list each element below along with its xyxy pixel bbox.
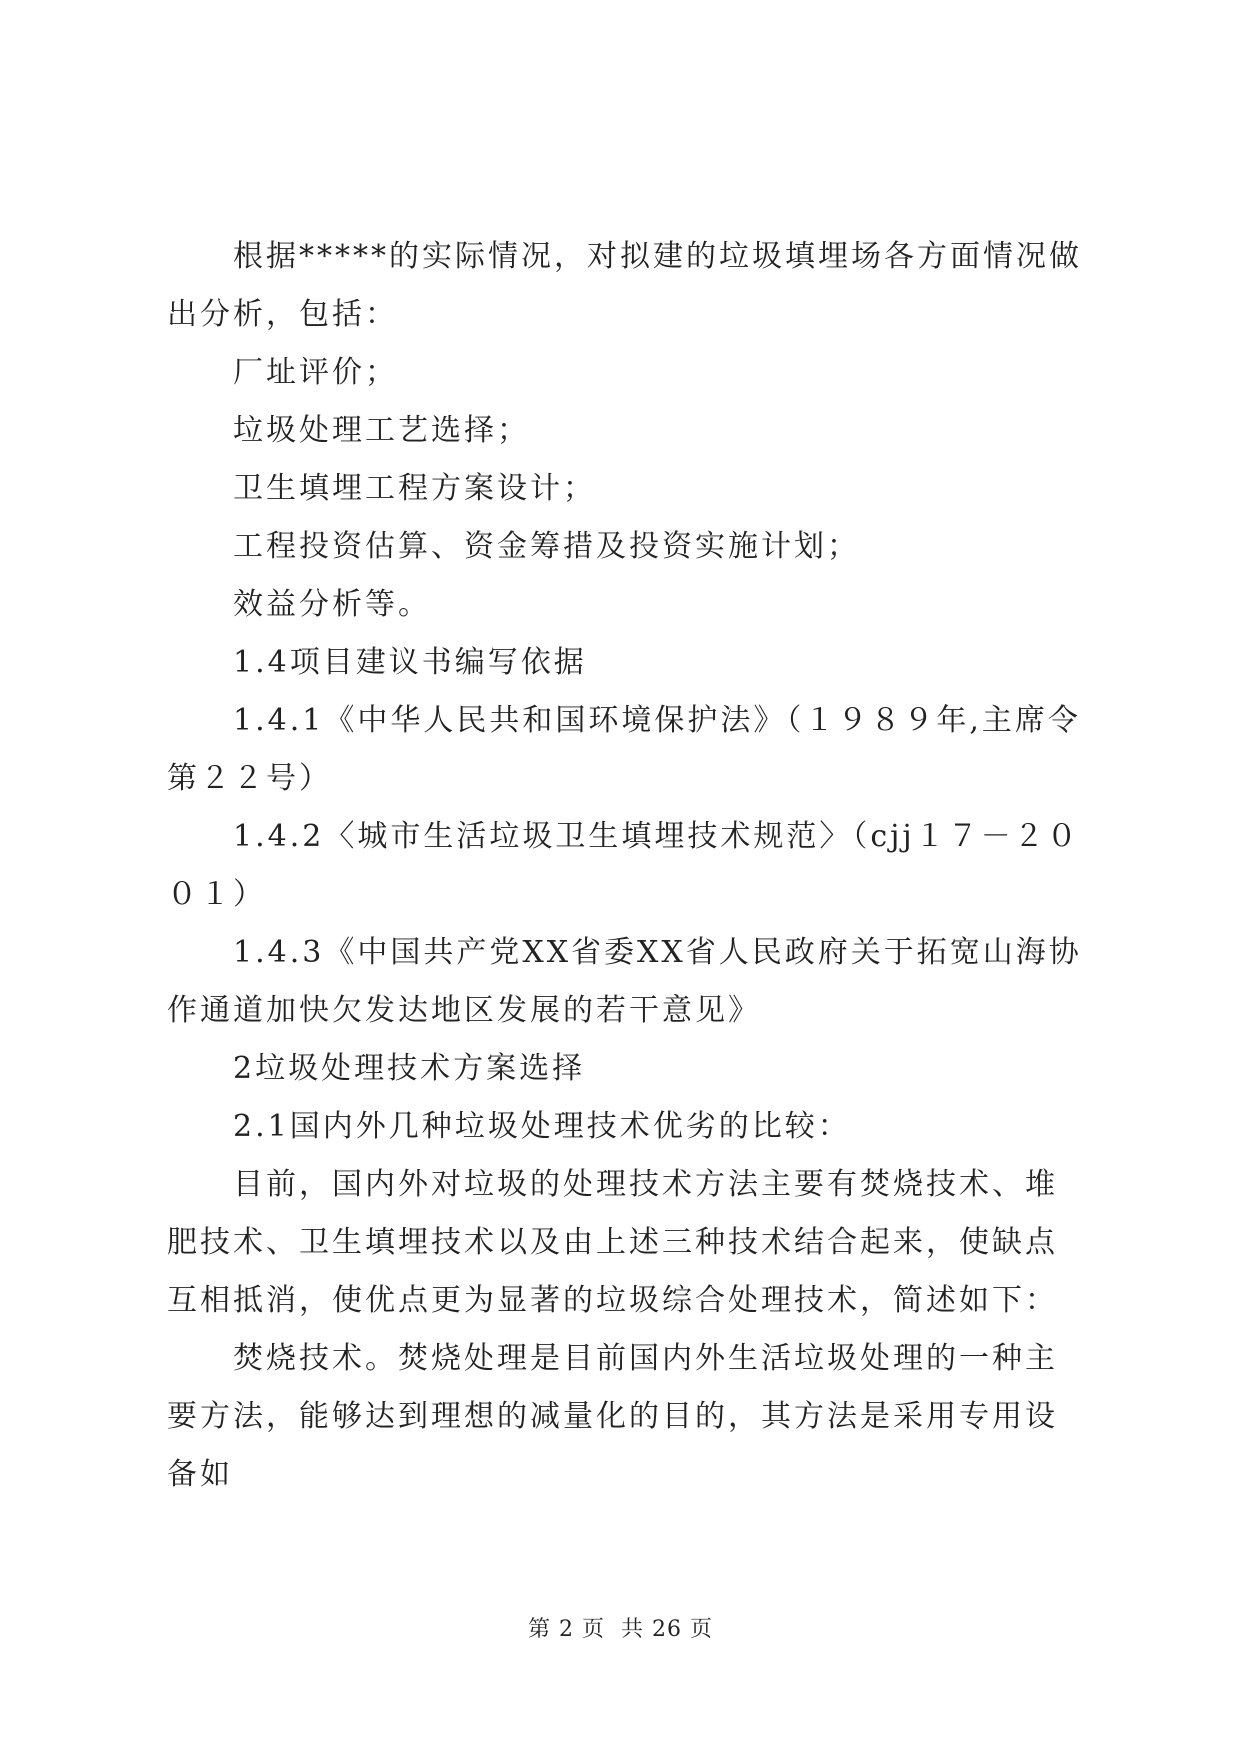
list-item-process-selection: 垃圾处理工艺选择； [233,413,530,448]
paragraph-analysis-intro: 根据*****的实际情况，对拟建的垃圾填埋场各方面情况做出分析，包括： [167,239,1082,332]
paragraph-incineration: 焚烧技术。焚烧处理是目前国内外生活垃圾处理的一种主要方法，能够达到理想的减量化的目的，其方法是采用专用设备如 [167,1341,1058,1492]
list-item-benefit-analysis: 效益分析等。 [233,587,431,622]
list-item-landfill-design: 卫生填埋工程方案设计； [233,471,596,506]
list-item-site-evaluation: 厂址评价； [233,355,398,390]
page-number-footer: 第 2 页 共 26 页 [528,1617,713,1642]
section-heading-1-4: 1.4项目建议书编写依据 [233,645,587,680]
reference-1-4-1: 1.4.1《中华人民共和国环境保护法》（１９８９年,主席令第２２号） [167,703,1081,796]
reference-1-4-3: 1.4.3《中国共产党XX省委XX省人民政府关于拓宽山海协作通道加快欠发达地区发展的若干意见》 [167,935,1082,1028]
section-heading-2-1: 2.1国内外几种垃圾处理技术优劣的比较： [233,1109,851,1144]
list-item-investment-estimate: 工程投资估算、资金筹措及投资实施计划； [233,529,860,564]
reference-1-4-2: 1.4.2〈城市生活垃圾卫生填埋技术规范〉（cjj１７－２００１） [167,819,1080,912]
section-heading-2: 2垃圾处理技术方案选择 [233,1051,586,1086]
paragraph-technology-overview: 目前，国内外对垃圾的处理技术方法主要有焚烧技术、堆肥技术、卫生填埋技术以及由上述三种技术结合起来，使缺点互相抵消，使优点更为显著的垃圾综合处理技术，简述如下： [167,1167,1058,1318]
document-body [167,228,1085,1504]
